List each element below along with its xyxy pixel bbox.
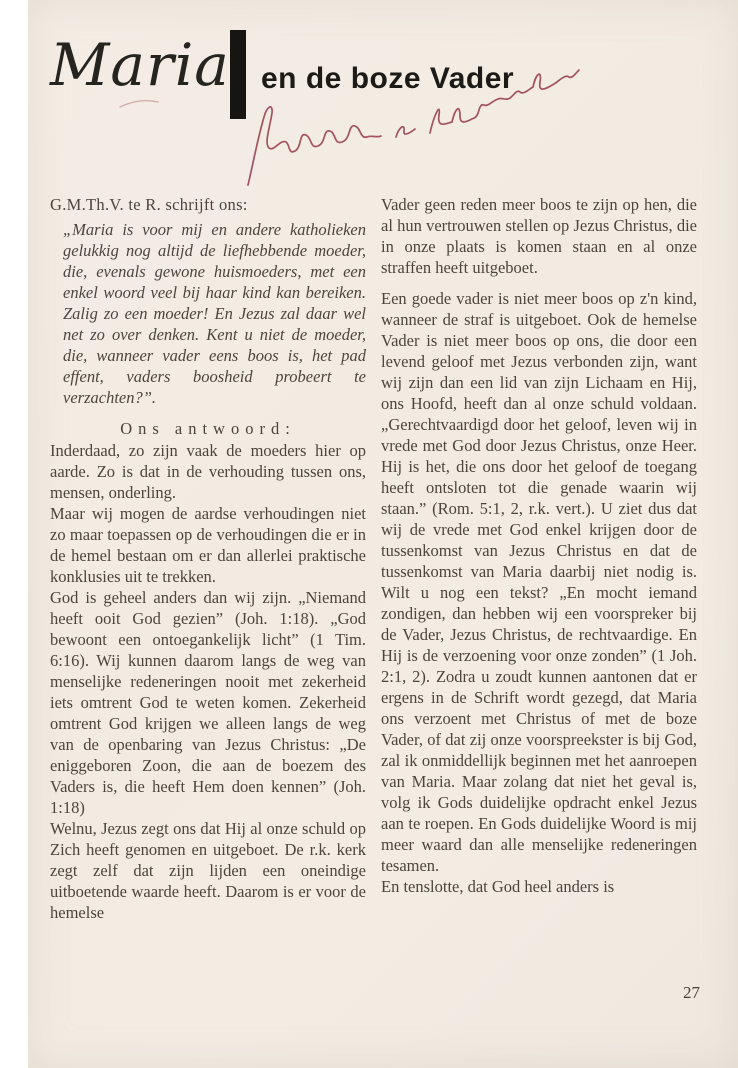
left-column xyxy=(50,194,366,923)
paragraph: Inderdaad, zo zijn vaak de moeders hier op aarde. Zo is dat in de verhouding tussen ons, mensen, onderling. xyxy=(50,441,366,502)
correspondent-line: G.M.Th.V. te R. schrijft ons: xyxy=(50,195,248,214)
handwritten-annotation xyxy=(233,65,623,190)
page-number: 27 xyxy=(683,983,700,1002)
paragraph: Een goede vader is niet meer boos op z'n kind, wanneer de straf is uitgeboet. Ook de hemelse Vader is niet meer boos op ons, die door een levend geloof met Jezus verbonden zijn, want wij zijn dan een lid van zijn Lichaam en Hij, ons Hoofd, heeft dan al onze schuld voldaan. „Gerechtvaardigd door het geloof, leven wij in vrede met God door Jezus Christus, onze Heer. Hij is het, die ons door het geloof de toegang heeft ontsloten tot die genade waarin wij staan.” (Rom. 5:1, 2, r.k. vert.). U ziet dus dat wij de vrede met God enkel krijgen door de tussenkomst van Jezus Christus en dat de tussenkomst van Maria daarbij niet nodig is. Wilt u nog een tekst? „En mocht iemand zondigen, dan hebben wij een voorspreker bij de Vader, Jezus Christus, de rechtvaardige. En Hij is de verzoening voor onze zonden” (1 Joh. 2:1, 2). Zodra u zoudt kunnen aantonen dat er ergens in de Schrift wordt gezegd, dat Maria ons verzoent met Christus of met de boze Vader, of dat zij onze voorspreekster is bij God, zal ik onmiddellijk beginnen met het aanroepen van Maria. Maar zolang dat niet het geval is, volg ik Gods duidelijke opdracht enkel Jezus aan te roepen. En Gods duidelijke Woord is mij meer waard dan alle menselijke redeneringen tesamen. xyxy=(381,289,697,875)
pencil-stroke xyxy=(118,95,160,111)
paragraph: En tenslotte, dat God heel anders is xyxy=(381,877,615,896)
answer-heading: Ons antwoord: xyxy=(120,419,296,438)
paragraph: Welnu, Jezus zegt ons dat Hij al onze schuld op Zich heeft genomen en uitgeboet. De r.k. kerk zegt zelf dat zijn lijden een oneindige uitboetende waarde heeft. Daarom is er voor de hemelse xyxy=(50,819,366,922)
magazine-page xyxy=(28,0,738,1068)
reader-quote: „Maria is voor mij en andere katholieken gelukkig nog altijd de liefhebbende moeder, die, evenals gewone huismoeders, met een enkel woord veel bij haar kind kan bereiken. Zalig zo een moeder! En Jezus zal daar wel net zo over denken. Kent u niet de moeder, die, wanneer vader eens boos is, het pad effent, vaders boosheid probeert te verzachten?”. xyxy=(63,220,366,407)
paragraph: Vader geen reden meer boos te zijn op hen, die al hun vertrouwen stellen op Jezus Christus, die in onze plaats is komen staan en al onze straffen heeft uitgeboet. xyxy=(381,195,697,277)
page-title-bold: en de boze Vader xyxy=(261,62,515,95)
paragraph: Maar wij mogen de aardse verhoudingen niet zo maar toepassen op de verhoudingen die er in de hemel bestaan om er dan allerlei praktische konklusies uit te trekken. xyxy=(50,504,366,586)
page-title-script: Maria xyxy=(50,31,230,99)
article-body xyxy=(50,194,698,923)
right-column xyxy=(381,194,697,923)
paragraph: God is geheel anders dan wij zijn. „Niemand heeft ooit God gezien” (Joh. 1:18). „God bewoont een ontoegankelijk licht” (1 Tim. 6:16). Wij kunnen daarom langs de weg van menselijke redeneringen nooit met zekerheid iets omtrent God te weten komen. Zekerheid omtrent God krijgen we alleen langs de weg van de openbaring van Jezus Christus: „De eniggeboren Zoon, die aan de boezem des Vaders is, die heeft Hem doen kennen” (Joh. 1:18) xyxy=(50,588,366,817)
